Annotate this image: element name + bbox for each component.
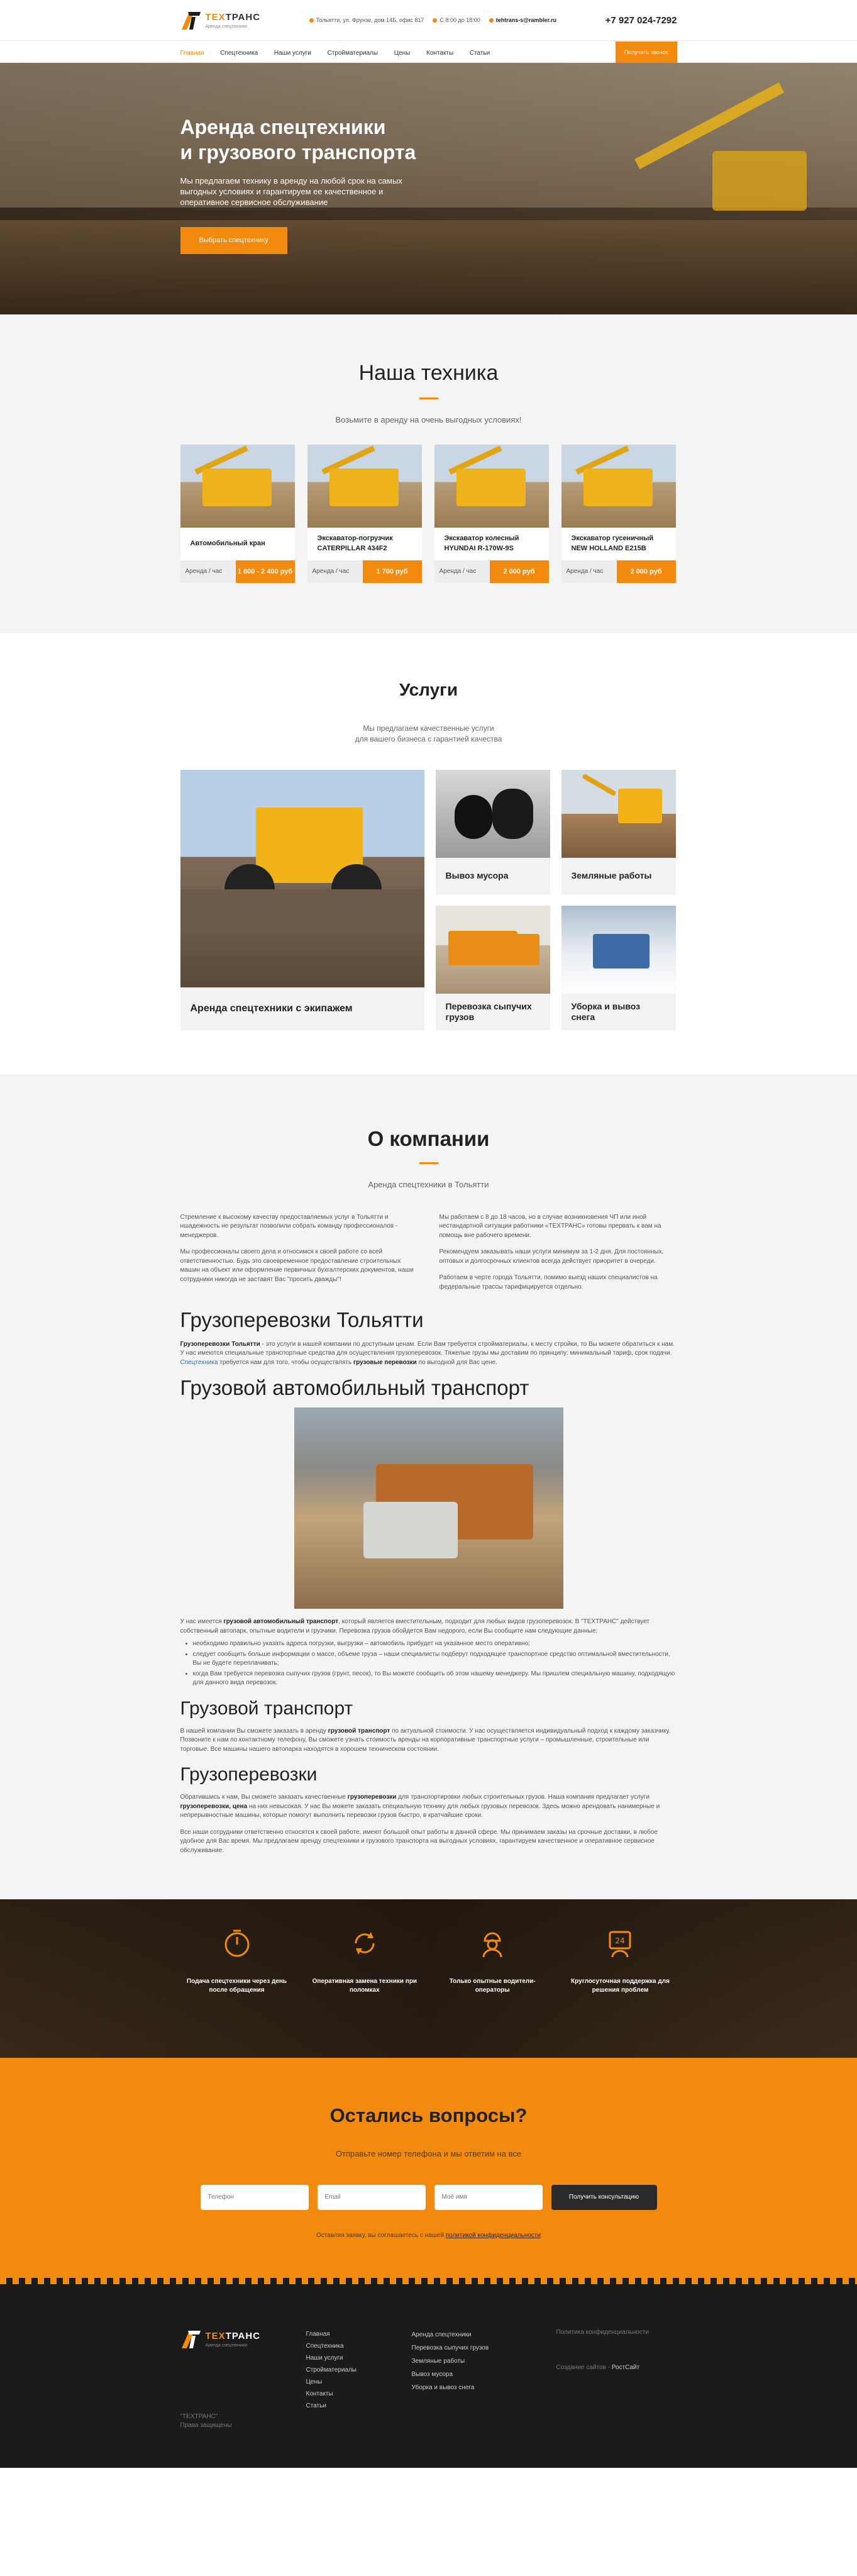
- phone-link[interactable]: +7 927 024-7292: [605, 14, 677, 26]
- footer-nav: [306, 2328, 412, 2430]
- feature-item: [436, 1926, 549, 1994]
- equipment-card[interactable]: [561, 445, 676, 583]
- section-subtitle: Возьмите в аренду на очень выгодных условиях!: [335, 414, 522, 425]
- equipment-photo: [307, 445, 422, 528]
- hero-text: Мы предлагаем технику в аренду на любой срок на самых выгодных условиях и гарантируем ее качественное и оперативное сервисное обслуживание: [180, 176, 402, 207]
- copyright: "ТЕХТРАНС" Права защищены: [180, 2413, 232, 2429]
- form-title: Остались вопросы?: [329, 2104, 528, 2127]
- cargo-text-2: Все наши сотрудники ответственно относятся к своей работе, имеют большой опыт работы в данной сфере. Мы принимаем заказы на срочные доставки, в любое удобное для Вас время. Мы предлагаем аренду спецтехники и грузового транспорта на выгодных условиях, гарантируем качественное и оперативное сервисное обслуживание.: [180, 1828, 658, 1854]
- service-photo: [561, 770, 676, 858]
- logo-icon: [180, 2328, 202, 2350]
- section-subtitle: Мы предлагаем качественные услуги для вашего бизнеса с гарантией качества: [355, 723, 502, 743]
- price-badge: 2 000 руб: [490, 560, 549, 583]
- footer-link[interactable]: Наши услуги: [306, 2355, 343, 2362]
- service-photo: [436, 906, 550, 994]
- footer-link[interactable]: Земляные работы: [411, 2358, 465, 2365]
- nav-item-prices[interactable]: Цены: [394, 49, 411, 57]
- service-title: Земляные работы: [571, 870, 652, 881]
- service-title: Уборка и вывоз снега: [571, 1001, 641, 1022]
- equipment-photo: [561, 445, 676, 528]
- developer-credit: Создание сайтов - РостСайт: [556, 2364, 640, 2372]
- rent-label: Аренда / час: [307, 560, 363, 583]
- equipment-name: Экскаватор гусеничный NEW HOLLAND E215B: [571, 535, 654, 552]
- about-column-right: Мы работаем с 8 до 18 часов, но в случае возникновения ЧП или иной нестандартной ситуации работники «ТЕХТРАНС» готовы прервать к вам на помощь вне рабочего времени. Рекомендуем заказывать наши услуги минимум за 1-2 дня. Для постоянных, оптовых и долгосрочных клиентов всегда действует приоритет в очереди. Работаем в черте города Тольятти, помимо выезд наших специалистов на федеральные трассы тарифицируется отдельно.: [439, 1213, 664, 1291]
- feature-item: [308, 1926, 421, 1994]
- nav-item-equipment[interactable]: Спецтехника: [220, 49, 258, 57]
- developer-link[interactable]: РостСайт: [611, 2364, 640, 2372]
- cargo-tolyatti-text: Грузоперевозки Тольятти - это услуги в нашей компании по доступным ценам. Если Вам требуется стройматериалы, к месту стройки, то Вы можете обратиться к нам. У нас имеются специальные транспортные средства для осуществления грузоперевозок. Тяжелые грузы мы доставим по принципу: минимальный тариф, срок подачи. Спецтехника требуется нам для того, чтобы осуществлять грузовые перевозки по выгодной для Вас цене.: [180, 1340, 675, 1366]
- section-subtitle: Аренда спецтехники в Тольятти: [368, 1179, 489, 1189]
- equipment-card[interactable]: [307, 445, 422, 583]
- title-underline: [419, 1162, 438, 1164]
- equipment-photo: [180, 445, 295, 528]
- logo-name: ТЕХТРАНС: [205, 11, 261, 23]
- footer-link[interactable]: Уборка и вывоз снега: [411, 2384, 475, 2392]
- list-item: • когда Вам требуется перевозка сыпучих грузов (грунт, песок), то Вы можете сообщить об этом нашему менеджеру. Мы пришлем специальную машину, подходящую для данного вида перевозок.: [193, 1670, 677, 1688]
- svg-text:24: 24: [615, 1936, 626, 1946]
- heading-cargo-auto: Грузовой автомобильный транспорт: [180, 1376, 529, 1400]
- heading-cargo-transport: Грузовой транспорт: [180, 1697, 353, 1719]
- footer-link[interactable]: Главная: [306, 2331, 330, 2338]
- section-title: Услуги: [399, 679, 458, 699]
- footer-link[interactable]: Перевозка сыпучих грузов: [411, 2345, 489, 2352]
- dump-truck-photo: [294, 1407, 563, 1609]
- request-call-button[interactable]: Получить звонок: [616, 42, 677, 63]
- mail-icon: [489, 18, 494, 23]
- working-hours: С 8:00 до 18:00: [440, 16, 480, 23]
- service-card-snow-removal[interactable]: [561, 906, 676, 1030]
- equipment-card[interactable]: [434, 445, 549, 583]
- section-title: Наша техника: [358, 361, 499, 385]
- about-column-left: Стремление к высокому качеству предоставляемых услуг в Тольятти и ншадежность не результат позволили собрать команду профессионалов - менеджеров. Мы профессионалы своего дела и относимся к своей работе со всей ответственностью. Будь это своевременное предоставление строительных машин на объект или оформление первичных бухгалтерских документов, наши сотрудники никогда не заставят Вас "просить дважды"!: [180, 1213, 414, 1283]
- clock-icon: [433, 18, 437, 23]
- footer-link[interactable]: Статьи: [306, 2402, 326, 2410]
- footer-logo[interactable]: [180, 2328, 306, 2350]
- cargo-transport-text: В нашей компании Вы сможете заказать в аренду грузовой транспорт по актуальной стоимости. У нас осуществляется индивидуальный подход к каждому заказчику. Позвоните к нам по контактному телефону, Вы сможете узнать стоимость аренды на корпоративные транспортные услуги – промышленные, строительные или торговые. Все машины нашего автопарка находятся в хорошем техническом состоянии.: [180, 1727, 671, 1753]
- section-title: О компании: [367, 1126, 490, 1150]
- cargo-auto-text: У нас имеется грузовой автомобильный транспорт, который является вместительным, подходит для любых видов грузоперевозок. В "ТЕХТРАНС" действует собственный автопарк, опытные водители и грузчики. Перевозка грузов обойдется Вам недорого, если Вы сообщите нам следующие данные:: [180, 1618, 650, 1635]
- email-link[interactable]: tehtrans-s@rambler.ru: [495, 16, 557, 23]
- hazard-stripe: [0, 2278, 857, 2284]
- footer-link[interactable]: Аренда спецтехники: [411, 2331, 472, 2339]
- service-card-garbage[interactable]: [436, 770, 550, 894]
- privacy-link[interactable]: политикой конфиденциальности: [445, 2231, 541, 2239]
- equipment-name: Экскаватор колесный HYUNDAI R-170W-9S: [444, 535, 519, 552]
- service-card-rent-with-crew[interactable]: [180, 770, 424, 1030]
- address: Тольятти, ул. Фрунзе, дом 14Б, офис 817: [316, 16, 424, 23]
- about-section: [0, 1074, 857, 1900]
- get-consultation-button[interactable]: Получить консультацию: [551, 2185, 657, 2210]
- timer-icon: [219, 1926, 255, 1961]
- service-title: Вывоз мусора: [445, 870, 509, 881]
- cargo-text: Обратившись к нам, Вы сможете заказать качественные грузоперевозки для транспортировки любых строительных грузов. Наша компания предлагает услуги грузоперевозки, цена на них невысокая. У нас Вы можете заказать специальную технику для любых грузовых перевозок. Здесь можно арендовать нанимерные и непрерывностные машины, которые помогут выполнить перевозки грузов быстро, в кратчайшие сроки.: [180, 1794, 660, 1819]
- name-input[interactable]: [434, 2185, 543, 2210]
- features-section: [0, 1899, 857, 2058]
- list-item: • следует сообщить больше информации о массе, объеме груза – наши специалисты подберут подходящее транспортное средство оптимальной вместительности, Вы не будете переплачивать;: [193, 1650, 677, 1668]
- worker-icon: [475, 1926, 510, 1961]
- feature-text: Только опытные водители-операторы: [449, 1977, 536, 1994]
- choose-equipment-button[interactable]: Выбрать спецтехнику: [180, 227, 287, 254]
- nav-item-articles[interactable]: Статьи: [469, 49, 490, 57]
- logo-icon: [180, 9, 202, 31]
- equipment-photo: [434, 445, 549, 528]
- requirements-list: [193, 1640, 677, 1688]
- equipment-name: Автомобильный кран: [190, 540, 265, 548]
- header-contacts: [309, 16, 556, 25]
- title-underline: [419, 397, 438, 399]
- service-photo: [436, 770, 550, 858]
- phone-input[interactable]: [201, 2185, 309, 2210]
- email-input[interactable]: [318, 2185, 426, 2210]
- logo-subtitle: Аренда спецтехники: [205, 2343, 248, 2348]
- heading-cargo-tolyatti: Грузоперевозки Тольятти: [180, 1308, 424, 1332]
- list-item: • необходимо правильно указать адреса погрузки, выгрузки – автомобиль прибудет на указанное место оперативно;: [193, 1640, 677, 1649]
- rent-label: Аренда / час: [561, 560, 617, 583]
- footer-link[interactable]: Стройматериалы: [306, 2367, 357, 2374]
- logo-name: ТЕХТРАНС: [205, 2330, 261, 2341]
- nav-item-materials[interactable]: Стройматериалы: [327, 49, 379, 57]
- price-badge: 2 000 руб: [617, 560, 676, 583]
- equipment-name: Экскаватор-погрузчик CATERPILLAR 434F2: [317, 535, 393, 552]
- feature-item: [180, 1926, 294, 1994]
- top-bar: [0, 0, 857, 40]
- rent-label: Аренда / час: [434, 560, 490, 583]
- service-card-earthworks[interactable]: [561, 770, 676, 894]
- service-card-bulk-cargo[interactable]: [436, 906, 550, 1030]
- equipment-section: [0, 314, 857, 633]
- form-subtitle: Отправьте номер телефона и мы ответим на все: [335, 2148, 522, 2158]
- heading-cargo: Грузоперевозки: [180, 1764, 318, 1785]
- feature-text: Круглосуточная поддержка для решения проблем: [571, 1977, 670, 1994]
- service-title: Перевозка сыпучих грузов: [445, 1001, 532, 1022]
- location-icon: [309, 18, 314, 23]
- privacy-policy-link[interactable]: Политика конфиденциальности: [556, 2329, 650, 2336]
- nav-item-contacts[interactable]: Контакты: [426, 49, 454, 57]
- hero-banner: [0, 63, 857, 314]
- contact-form-section: [0, 2058, 857, 2284]
- feature-text: Оперативная замена техники при поломках: [312, 1977, 417, 1994]
- price-badge: 1 800 - 2 400 руб: [236, 560, 295, 583]
- callback-form: [0, 2185, 857, 2210]
- nav-item-home[interactable]: Главная: [180, 49, 204, 57]
- equipment-link[interactable]: Спецтехника: [180, 1358, 218, 1366]
- nav-item-services[interactable]: Наши услуги: [274, 49, 311, 57]
- nav-menu: [180, 47, 504, 58]
- service-photo: [180, 770, 424, 987]
- feature-item: [563, 1926, 677, 1994]
- privacy-notice: Оставляя заявку, вы соглашаетесь с нашей политикой конфиденциальности: [316, 2231, 541, 2239]
- hero-title: Аренда спецтехники и грузового транспорта: [180, 116, 416, 164]
- services-section: [0, 633, 857, 1074]
- rent-label: Аренда / час: [180, 560, 236, 583]
- logo[interactable]: [180, 9, 261, 31]
- footer-link[interactable]: Спецтехника: [306, 2343, 344, 2350]
- logo-subtitle: Аренда спецтехники: [205, 24, 248, 29]
- equipment-card[interactable]: [180, 445, 295, 583]
- footer-link[interactable]: Вывоз мусора: [411, 2371, 453, 2379]
- refresh-icon: [347, 1926, 382, 1961]
- service-photo: [561, 906, 676, 994]
- service-title: Аренда спецтехники с экипажем: [190, 1002, 353, 1014]
- support-icon: [602, 1926, 638, 1961]
- footer-link[interactable]: Контакты: [306, 2390, 333, 2398]
- main-nav: [0, 40, 857, 63]
- footer-services: [412, 2328, 556, 2430]
- site-header: [0, 0, 857, 63]
- footer-link[interactable]: Цены: [306, 2379, 323, 2386]
- price-badge: 1 700 руб: [363, 560, 422, 583]
- site-footer: [0, 2284, 857, 2468]
- feature-text: Подача спецтехники через день после обращения: [186, 1977, 287, 1994]
